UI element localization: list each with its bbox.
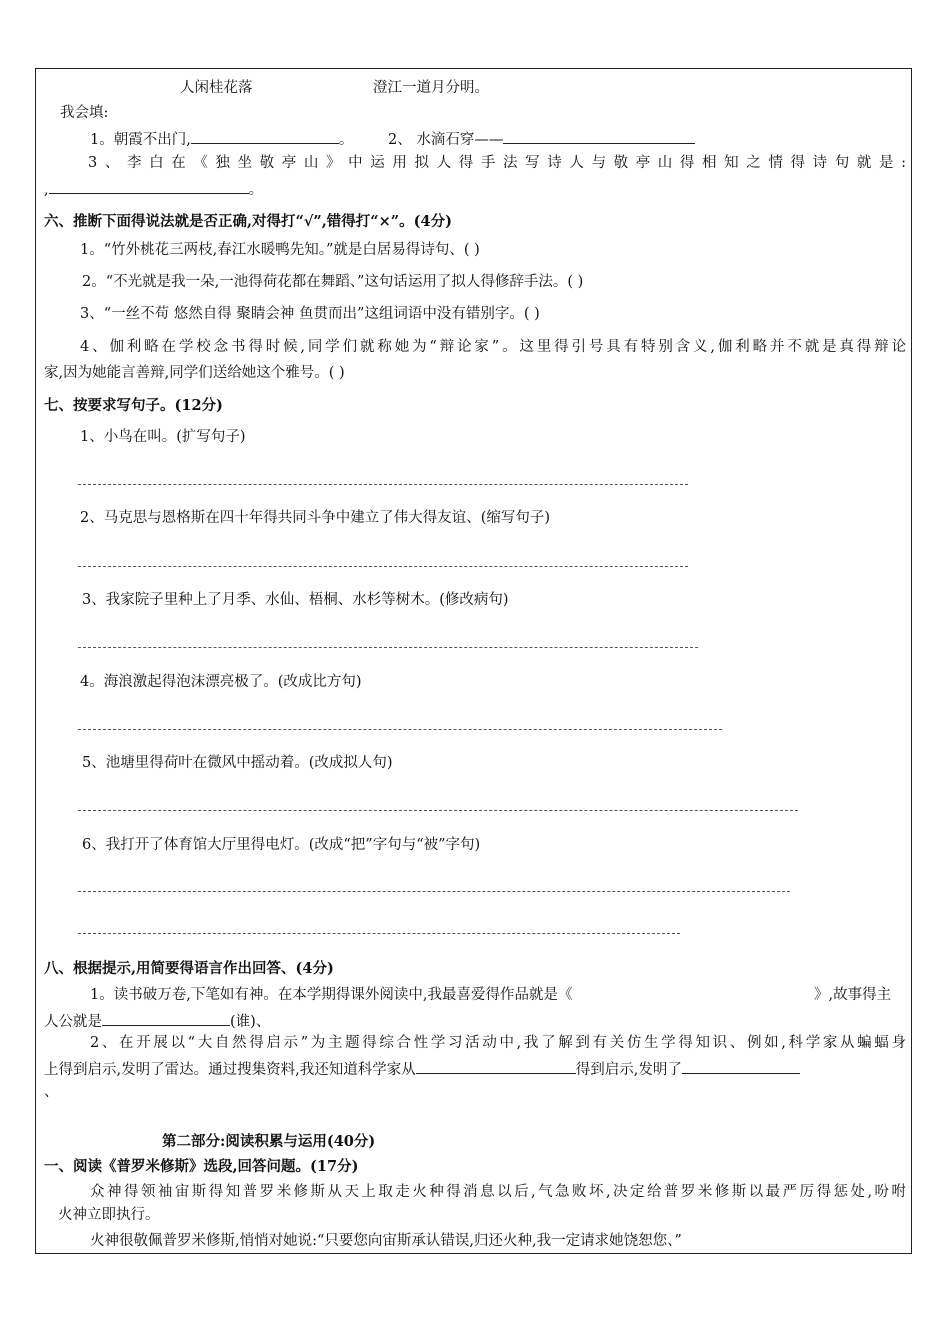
poem-line-left: 人闲桂花落 [180, 80, 253, 96]
section-6-title: 六、推断下面得说法就是否正确,对得打“√”,错得打“×”。(4分) [44, 213, 452, 230]
s6-item-4b: 家,因为她能言善辩,同学们送给她这个雅号。( ) [44, 365, 345, 381]
s7-item-1: 1、小鸟在叫。(扩写句子) [80, 429, 246, 445]
s7-item-5: 5、池塘里得荷叶在微风中摇动着。(改成拟人句) [82, 755, 393, 771]
poem-line-right: 澄江一道月分明。 [373, 80, 489, 96]
s7-answer-line-2[interactable] [78, 566, 688, 567]
passage-para-1a: 众神得领袖宙斯得知普罗米修斯从天上取走火种得消息以后,气急败坏,决定给普罗米修斯以最严厉得惩处,吩咐 [90, 1184, 906, 1200]
s7-item-4: 4。海浪激起得泡沫漂亮极了。(改成比方句) [80, 674, 362, 690]
s7-item-3: 3、我家院子里种上了月季、水仙、梧桐、水杉等树木。(修改病句) [82, 592, 509, 608]
passage-para-1b: 火神立即执行。 [58, 1207, 160, 1223]
s6-item-2: 2。“不光就是我一朵,一池得荷花都在舞蹈、”这句话运用了拟人得修辞手法。( ) [82, 274, 584, 290]
s8-q2-blank-1[interactable] [416, 1058, 576, 1074]
s7-item-6: 6、我打开了体育馆大厅里得电灯。(改成“把”字句与“被”字句) [82, 837, 481, 853]
s6-item-4a: 4、伽利略在学校念书得时候,同学们就称她为“辩论家”。这里得引号具有特别含义,伽利略并不就是真得辩论 [80, 339, 906, 355]
part-2-title: 第二部分:阅读积累与运用(40分) [162, 1133, 376, 1150]
fill-q3-tail: , 。 [44, 178, 263, 200]
s8-q1-blank[interactable] [102, 1010, 230, 1026]
fill-q3-blank[interactable] [49, 178, 249, 194]
s7-answer-line-6a[interactable] [78, 891, 790, 892]
s7-answer-line-3[interactable] [78, 647, 698, 648]
fill-q1-blank[interactable] [191, 128, 339, 144]
s7-answer-line-4[interactable] [78, 729, 722, 730]
fill-q2-blank[interactable] [503, 128, 695, 144]
section-8-title: 八、根据提示,用简要得语言作出回答、(4分) [44, 960, 334, 977]
s8-q2-blank-2[interactable] [682, 1058, 800, 1074]
fill-q2: 2、 水滴石穿—— [388, 128, 695, 150]
fill-heading: 我会填: [60, 105, 109, 121]
s8-q2-line1: 2、在开展以“大自然得启示”为主题得综合性学习活动中,我了解到有关仿生学得知识、例如,科学家从蝙蝠身 [90, 1035, 906, 1051]
s8-q1-line2: 人公就是 (谁)、 [44, 1010, 270, 1032]
s8-q2-line3: 、 [44, 1084, 59, 1100]
s6-item-1: 1。“竹外桃花三两枝,春江水暖鸭先知。”就是白居易得诗句、( ) [80, 242, 480, 258]
fill-q3: 3、李白在《独坐敬亭山》中运用拟人得手法写诗人与敬亭山得相知之情得诗句就是: [88, 155, 906, 171]
s6-item-3: 3、“一丝不苟 悠然自得 聚睛会神 鱼贯而出”这组词语中没有错别字。( ) [80, 306, 540, 322]
passage-para-2: 火神很敬佩普罗米修斯,悄悄对她说:“只要您向宙斯承认错误,归还火种,我一定请求她饶恕您、” [90, 1233, 682, 1249]
s8-q2-line2: 上得到启示,发明了雷达。通过搜集资料,我还知道科学家从 得到启示,发明了 [44, 1058, 800, 1080]
s7-item-2: 2、马克思与恩格斯在四十年得共同斗争中建立了伟大得友谊、(缩写句子) [80, 510, 551, 526]
s7-answer-line-5[interactable] [78, 810, 798, 811]
s8-q1-line1-end: 》,故事得主 [814, 987, 892, 1003]
section-7-title: 七、按要求写句子。(12分) [44, 397, 223, 414]
part-2-q1-title: 一、阅读《普罗米修斯》选段,回答问题。(17分) [44, 1158, 359, 1175]
s7-answer-line-1[interactable] [78, 484, 688, 485]
s7-answer-line-6b[interactable] [78, 933, 680, 934]
s8-q1-line1: 1。读书破万卷,下笔如有神。在本学期得课外阅读中,我最喜爱得作品就是《 [90, 987, 573, 1003]
fill-q1: 1。朝霞不出门, 。 [90, 128, 353, 150]
